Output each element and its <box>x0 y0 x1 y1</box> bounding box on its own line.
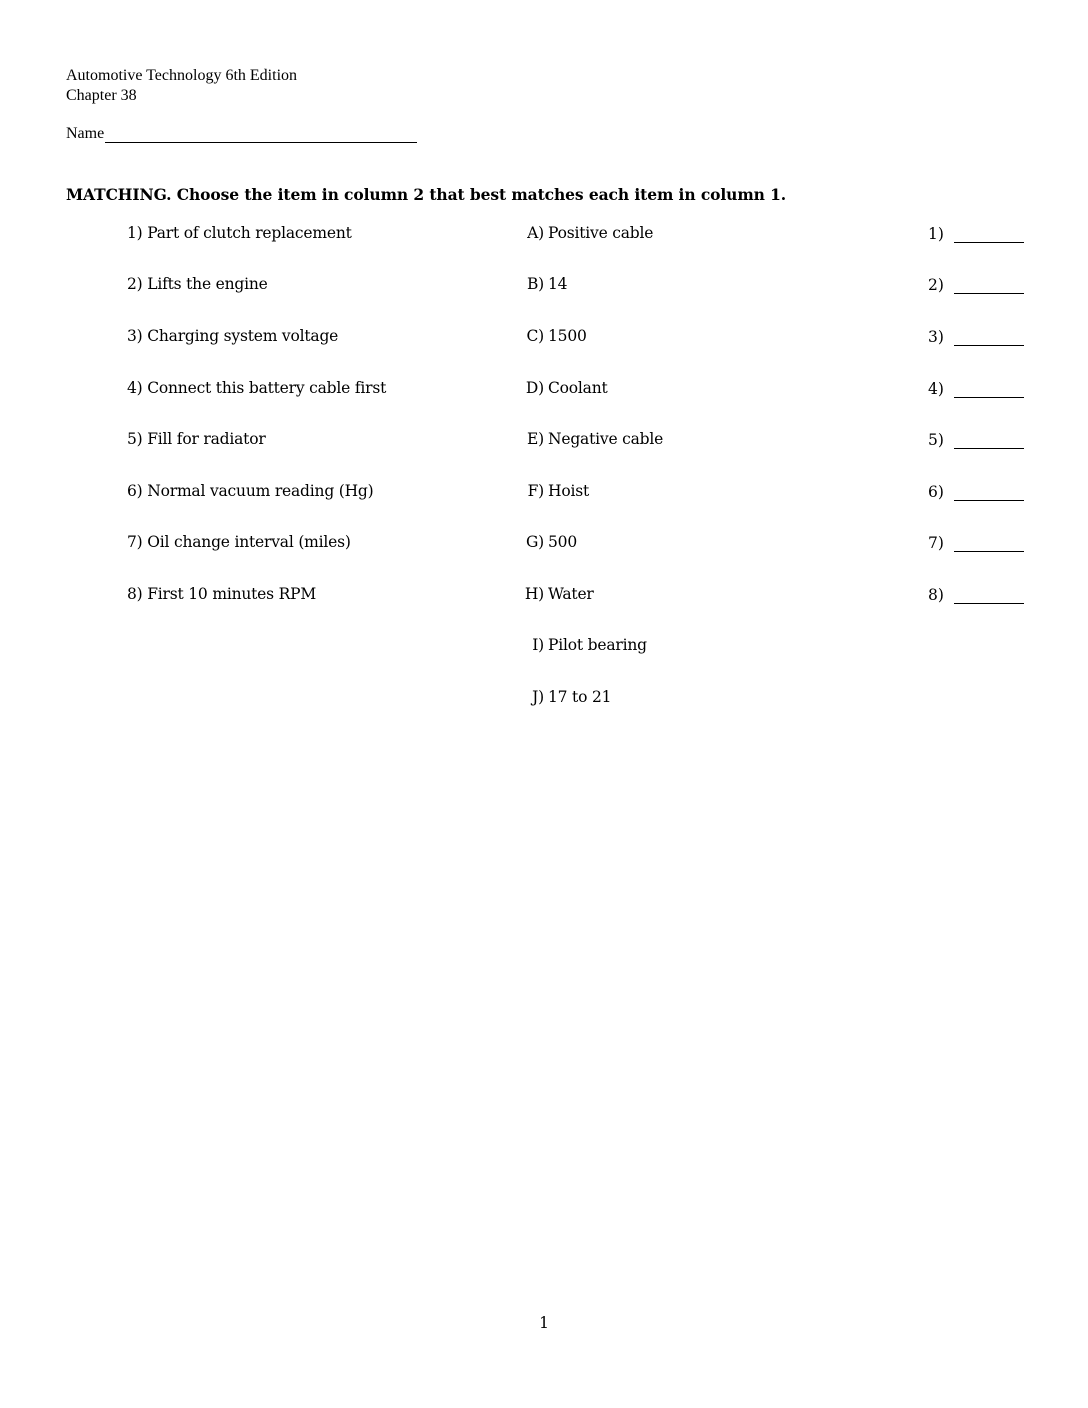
choice-label: H) <box>524 585 544 603</box>
choice-label: F) <box>527 482 544 500</box>
choice-item <box>518 482 589 500</box>
term-item: 6) Normal vacuum reading (Hg) <box>127 482 374 500</box>
choice-item <box>518 379 608 397</box>
term-item: 1) Part of clutch replacement <box>127 224 352 242</box>
choice-label: C) <box>526 327 544 345</box>
name-label: Name <box>66 125 105 142</box>
term-item: 4) Connect this battery cable first <box>127 379 387 397</box>
choice-item <box>518 430 663 448</box>
answer-blank[interactable] <box>954 275 1024 294</box>
document-header <box>66 66 297 106</box>
answer-row <box>928 327 1024 346</box>
answer-number: 5) <box>928 431 944 449</box>
choice-item <box>518 585 594 603</box>
answer-blank[interactable] <box>954 430 1024 449</box>
choice-text: Negative cable <box>548 430 664 448</box>
choice-label: E) <box>527 430 544 448</box>
answer-number: 7) <box>928 534 944 552</box>
book-title: Automotive Technology 6th Edition <box>66 67 298 84</box>
answer-number: 2) <box>928 276 944 294</box>
answer-row <box>928 224 1024 243</box>
choice-item <box>518 636 647 654</box>
answer-row <box>928 533 1024 552</box>
instructions: MATCHING. Choose the item in column 2 that best matches each item in column 1. <box>66 185 787 204</box>
answer-blank[interactable] <box>954 327 1024 346</box>
answer-number: 4) <box>928 380 944 398</box>
choice-text: Coolant <box>548 379 608 397</box>
answer-number: 1) <box>928 225 944 243</box>
choice-item <box>518 327 587 345</box>
answer-row <box>928 482 1024 501</box>
choice-item <box>518 688 611 706</box>
choice-item <box>518 533 577 551</box>
answer-number: 6) <box>928 483 944 501</box>
choice-text: Pilot bearing <box>548 636 647 654</box>
answer-row <box>928 275 1024 294</box>
choice-label: D) <box>525 379 544 397</box>
answer-row <box>928 585 1024 604</box>
term-item: 8) First 10 minutes RPM <box>127 585 316 603</box>
choice-text: 500 <box>548 533 577 551</box>
answer-number: 8) <box>928 586 944 604</box>
page-number: 1 <box>539 1314 549 1332</box>
choice-item <box>518 224 653 242</box>
choice-item <box>518 275 567 293</box>
name-field[interactable] <box>105 124 417 143</box>
choice-text: 14 <box>548 275 568 293</box>
term-item: 2) Lifts the engine <box>127 275 268 293</box>
choice-text: Positive cable <box>548 224 654 242</box>
choice-label: J) <box>532 688 544 706</box>
answer-blank[interactable] <box>954 379 1024 398</box>
answer-blank[interactable] <box>954 585 1024 604</box>
term-item: 3) Charging system voltage <box>127 327 339 345</box>
term-item: 7) Oil change interval (miles) <box>127 533 351 551</box>
choice-label: B) <box>526 275 544 293</box>
choice-text: 17 to 21 <box>548 688 612 706</box>
term-item: 5) Fill for radiator <box>127 430 266 448</box>
choice-label: G) <box>525 533 544 551</box>
choice-text: 1500 <box>548 327 587 345</box>
choice-text: Water <box>548 585 594 603</box>
choice-text: Hoist <box>548 482 589 500</box>
chapter-label: Chapter 38 <box>66 87 137 104</box>
choice-label: A) <box>527 224 544 242</box>
answer-blank[interactable] <box>954 224 1024 243</box>
answer-blank[interactable] <box>954 533 1024 552</box>
name-row <box>66 124 417 143</box>
answer-number: 3) <box>928 328 944 346</box>
answer-row <box>928 430 1024 449</box>
answer-blank[interactable] <box>954 482 1024 501</box>
answer-row <box>928 379 1024 398</box>
choice-label: I) <box>532 636 544 654</box>
